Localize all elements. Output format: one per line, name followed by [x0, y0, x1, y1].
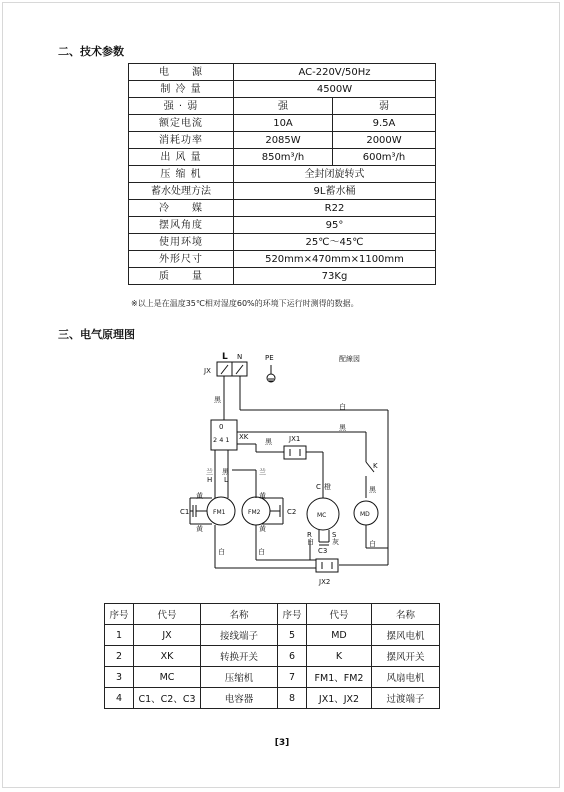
- legend-cell: JX1、JX2: [307, 688, 372, 709]
- label-blue-2: 兰: [259, 468, 266, 476]
- table-row: [105, 646, 440, 667]
- label-white-fm2: 白: [258, 548, 265, 556]
- legend-cell: 摆风电机: [372, 625, 440, 646]
- label-JX2: JX2: [319, 578, 331, 586]
- label-R: R: [307, 531, 312, 539]
- legend-header: 名称: [201, 604, 278, 625]
- spec-value: 25℃～45℃: [234, 234, 436, 251]
- spec-label: 使用环境: [129, 234, 234, 251]
- legend-cell: 摆风开关: [372, 646, 440, 667]
- legend-header: 代号: [134, 604, 201, 625]
- table-row: [105, 667, 440, 688]
- label-blue-1: 兰: [206, 468, 213, 476]
- legend-cell: 接线端子: [201, 625, 278, 646]
- label-FM1: FM1: [213, 509, 226, 516]
- spec-label: 电 源: [129, 64, 234, 81]
- section-title-schematic: 三、电气原理图: [58, 328, 135, 341]
- label-white-r: 白: [307, 538, 314, 546]
- jx2-terminal: [316, 559, 338, 572]
- label-black-md: 黑: [369, 486, 376, 494]
- label-C: C: [316, 483, 321, 491]
- spec-value: R22: [234, 200, 436, 217]
- label-PE: PE: [265, 354, 274, 362]
- label-yellow-2: 黄: [196, 525, 203, 533]
- legend-cell: 8: [278, 688, 307, 709]
- label-white-fm1: 白: [218, 548, 225, 556]
- legend-cell: C1、C2、C3: [134, 688, 201, 709]
- spec-value-strong: 2085W: [234, 132, 333, 149]
- spec-label: 摆风角度: [129, 217, 234, 234]
- legend-cell: MD: [307, 625, 372, 646]
- legend-cell: 过渡端子: [372, 688, 440, 709]
- label-H: H: [207, 476, 213, 484]
- spec-label: 压 缩 机: [129, 166, 234, 183]
- spec-value: 95°: [234, 217, 436, 234]
- legend-header-row: [105, 604, 440, 625]
- spec-value-weak: 2000W: [333, 132, 436, 149]
- label-XK: XK: [239, 433, 249, 441]
- spec-label: 额定电流: [129, 115, 234, 132]
- spec-value: 520mm×470mm×1100mm: [234, 251, 436, 268]
- legend-cell: 4: [105, 688, 134, 709]
- legend-header: 名称: [372, 604, 440, 625]
- legend-cell: 压缩机: [201, 667, 278, 688]
- label-FM2: FM2: [248, 509, 261, 516]
- spec-label: 制 冷 量: [129, 81, 234, 98]
- xk-switch-box: [211, 420, 237, 450]
- label-black-fm1: 黑: [222, 468, 229, 476]
- spec-label: 蓄水处理方法: [129, 183, 234, 200]
- spec-value: 73Kg: [234, 268, 436, 285]
- page-number: [3]: [274, 738, 290, 748]
- spec-value-strong: 10A: [234, 115, 333, 132]
- spec-value-weak: 弱: [333, 98, 436, 115]
- legend-cell: 风扇电机: [372, 667, 440, 688]
- label-L: L: [222, 352, 228, 362]
- label-L2: L: [224, 476, 228, 484]
- label-JX: JX: [204, 367, 211, 375]
- table-row: [105, 688, 440, 709]
- label-C1: C1: [180, 508, 190, 516]
- label-S: S: [332, 531, 337, 539]
- label-black-1: 黑: [214, 396, 221, 404]
- legend-cell: 1: [105, 625, 134, 646]
- spec-value-weak: 600m³/h: [333, 149, 436, 166]
- legend-cell: 6: [278, 646, 307, 667]
- spec-value: 9L蓄水桶: [234, 183, 436, 200]
- legend-cell: 5: [278, 625, 307, 646]
- label-N: N: [237, 353, 243, 361]
- label-C3: C3: [318, 547, 328, 555]
- spec-value: 全封闭旋转式: [234, 166, 436, 183]
- label-C2: C2: [287, 508, 297, 516]
- legend-cell: 3: [105, 667, 134, 688]
- legend-header: 序号: [278, 604, 307, 625]
- spec-value-weak: 9.5A: [333, 115, 436, 132]
- label-K: K: [373, 462, 378, 470]
- label-zero: 0: [219, 423, 224, 431]
- label-white-n: 白: [339, 403, 346, 411]
- component-legend-table: [104, 603, 440, 709]
- diagram-title: 配線図: [339, 355, 360, 363]
- legend-cell: 7: [278, 667, 307, 688]
- label-orange: 橙: [324, 483, 331, 491]
- label-black-2: 黑: [265, 438, 272, 446]
- label-yellow-1: 黄: [196, 492, 203, 500]
- table-row: [105, 625, 440, 646]
- legend-cell: 电容器: [201, 688, 278, 709]
- legend-cell: K: [307, 646, 372, 667]
- spec-value: AC-220V/50Hz: [234, 64, 436, 81]
- spec-label: 冷 媒: [129, 200, 234, 217]
- legend-cell: 转换开关: [201, 646, 278, 667]
- label-terminals: 2 4 1: [213, 436, 230, 444]
- label-MD: MD: [360, 511, 370, 518]
- spec-label: 质 量: [129, 268, 234, 285]
- jx1-terminal: [284, 446, 306, 459]
- legend-header: 序号: [105, 604, 134, 625]
- section-title-specs: 二、技术参数: [58, 45, 124, 58]
- label-gray: 灰: [332, 538, 339, 546]
- legend-cell: XK: [134, 646, 201, 667]
- spec-label: 外形尺寸: [129, 251, 234, 268]
- spec-value-strong: 850m³/h: [234, 149, 333, 166]
- spec-label: 强 · 弱: [129, 98, 234, 115]
- legend-cell: MC: [134, 667, 201, 688]
- label-yellow-3: 黄: [259, 492, 266, 500]
- label-MC: MC: [317, 512, 327, 519]
- measurement-note: ※以上是在温度35℃相对湿度60%的环境下运行时测得的数据。: [131, 299, 359, 308]
- legend-cell: JX: [134, 625, 201, 646]
- legend-cell: 2: [105, 646, 134, 667]
- label-black-top: 黑: [339, 424, 346, 432]
- label-white-md: 白: [369, 540, 376, 548]
- label-yellow-4: 黄: [259, 525, 266, 533]
- label-JX1: JX1: [289, 435, 301, 443]
- legend-cell: FM1、FM2: [307, 667, 372, 688]
- spec-value-strong: 强: [234, 98, 333, 115]
- spec-label: 消耗功率: [129, 132, 234, 149]
- legend-header: 代号: [307, 604, 372, 625]
- spec-value: 4500W: [234, 81, 436, 98]
- spec-label: 出 风 量: [129, 149, 234, 166]
